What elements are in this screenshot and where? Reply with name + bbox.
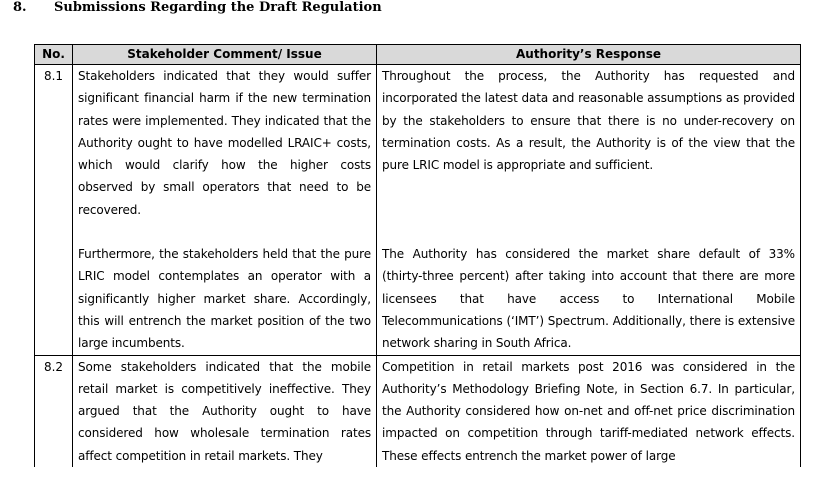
authority-response: Throughout the process, the Authority has requested and incorporated the latest data and reasonable assumptions as provided by the stakeholders to ensure that there is no under-recovery on termination costs. As a result, the Authority is of the view that the pure LRIC model is appropriate and sufficient. xyxy=(377,65,801,244)
table-row xyxy=(35,355,801,467)
section-heading xyxy=(13,0,382,15)
section-number: 8. xyxy=(13,0,27,15)
table-header-row xyxy=(35,45,801,65)
column-header-comment: Stakeholder Comment/ Issue xyxy=(73,45,377,65)
authority-response: The Authority has considered the market share default of 33% (thirty-three percent) after taking into account that there are more licensees that have access to International Mobile Telecommunications (‘IMT’) Spectrum. Additionally, there is extensive network sharing in South Africa. xyxy=(377,243,801,355)
row-number: 8.1 xyxy=(35,65,73,356)
submissions-table xyxy=(34,44,801,467)
authority-response: Competition in retail markets post 2016 was considered in the Authority’s Methodology Briefing Note, in Section 6.7. In particular, the Authority considered how on-net and off-net price discrimination impacted on competition through tariff-mediated network effects. These effects entrench the market power of large xyxy=(377,355,801,467)
stakeholder-comment: Furthermore, the stakeholders held that the pure LRIC model contemplates an operator with a significantly higher market share. Accordingly, this will entrench the market position of the two large incumbents. xyxy=(73,243,377,355)
column-header-response: Authority’s Response xyxy=(377,45,801,65)
table-row xyxy=(35,243,801,355)
section-title: Submissions Regarding the Draft Regulation xyxy=(54,0,382,15)
stakeholder-comment: Stakeholders indicated that they would suffer significant financial harm if the new termination rates were implemented. They indicated that the Authority ought to have modelled LRAIC+ costs, which would clarify how the higher costs observed by small operators that need to be recovered. xyxy=(73,65,377,222)
column-header-no: No. xyxy=(35,45,73,65)
empty-cell xyxy=(73,221,377,243)
table-row xyxy=(35,65,801,222)
row-number: 8.2 xyxy=(35,355,73,467)
stakeholder-comment: Some stakeholders indicated that the mobile retail market is competitively ineffective. They argued that the Authority ought to have considered how wholesale termination rates affect competition in retail markets. They xyxy=(73,355,377,467)
